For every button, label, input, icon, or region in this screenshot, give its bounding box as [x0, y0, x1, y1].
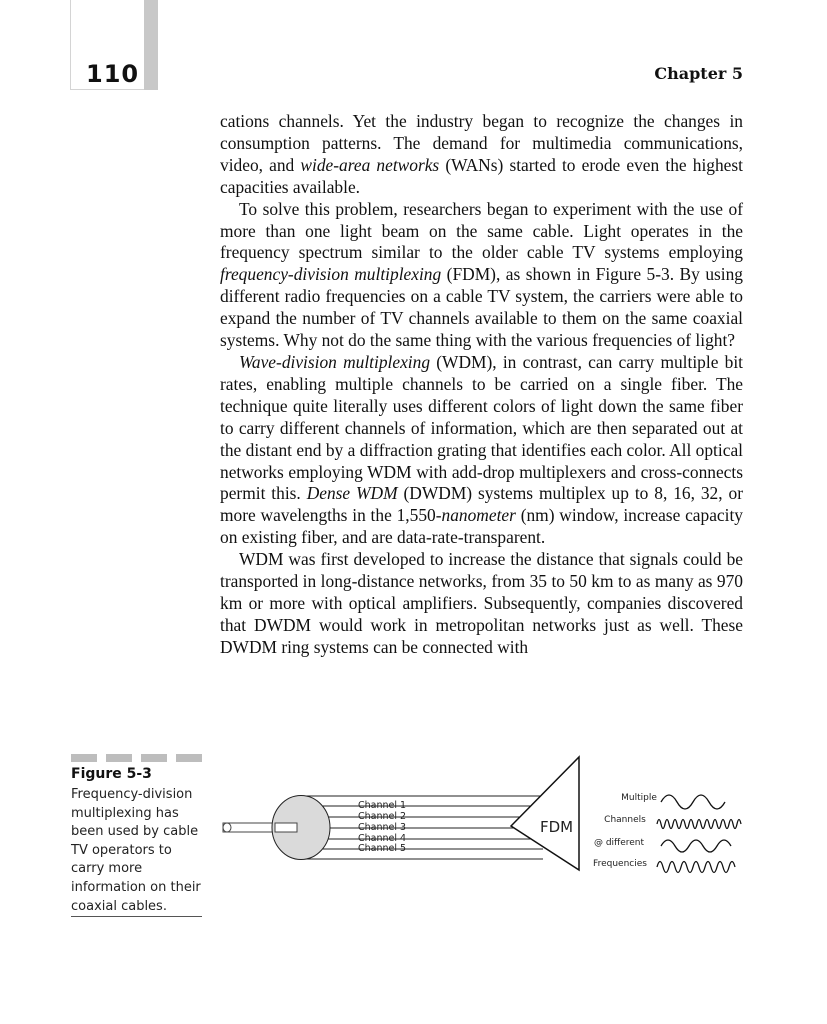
italic-term: Dense WDM — [306, 483, 398, 504]
chapter-heading: Chapter 5 — [654, 64, 743, 83]
text-run: To solve this problem, researchers began to experiment with the use of more than one light beam on the same cable. Light operates in the frequency spectrum similar to the older cable TV systems employing — [220, 198, 743, 263]
wave-mid-freq — [661, 840, 731, 852]
channel-label: Channel 3 — [358, 822, 407, 833]
wave-low-freq — [661, 795, 725, 809]
wave-medium-high-freq — [657, 862, 735, 873]
italic-term: nanometer — [441, 505, 516, 526]
paragraph — [220, 199, 743, 352]
text-run: (nm) window, increase capacity on existing fiber, and are data-rate-transparent. — [220, 505, 744, 548]
channel-label: Channel 1 — [358, 800, 407, 811]
fdm-label: FDM — [540, 818, 574, 836]
caption-dash-rule — [71, 754, 202, 762]
text-run: WDM was first developed to increase the distance that signals could be transported in long-distance networks, from 35 to 50 km to as many as 970 km or more with optical amplifiers. Subsequently, companies discovered that DWDM would work in metropolitan networks just as well. These DWDM ring systems can be connected with — [220, 549, 743, 657]
fdm-diagram — [215, 752, 745, 882]
channel-label: Channel 5 — [358, 843, 407, 854]
body-text — [220, 111, 743, 659]
text-run: (FDM), as shown in Figure 5-3. By using different radio frequencies on a cable TV system, the carriers were able to expand the number of TV channels available to them on the same coaxial systems. Why not do the same thing with the various frequencies of light? — [220, 264, 744, 351]
right-label-frequencies: Frequencies — [593, 859, 647, 869]
channel-label: Channel 2 — [358, 811, 407, 822]
channel-label: Channel 4 — [358, 833, 407, 844]
text-run: (WDM), in contrast, can carry multiple bit rates, enabling multiple channels to be carried on a single fiber. The technique quite literally uses different colors of light down the same fiber to carry different channels of information, which are then separated out at the distant end by a diffraction grating that identifies each color. All optical networks employing WDM with add-drop multiplexers and cross-connects permit this. — [220, 351, 743, 504]
paragraph — [220, 111, 743, 199]
fiber-end — [223, 823, 231, 832]
text-run: cations channels. Yet the industry began to recognize the changes in consumption patterns. The demand for multimedia communications, video, and — [220, 111, 743, 175]
italic-term: Wave-division multiplexing — [239, 351, 431, 372]
caption-underline — [71, 916, 202, 917]
italic-term: frequency-division multiplexing — [220, 264, 442, 285]
figure-caption: Frequency-division multiplexing has been used by cable TV operators to carry more information on their coaxial cables. — [71, 787, 201, 914]
page-number-bar — [144, 0, 158, 90]
text-run: (DWDM) systems multiplex up to 8, 16, 32, or more wavelengths in the 1,550- — [220, 483, 743, 526]
fiber-entry — [275, 823, 297, 832]
page-number: 110 — [86, 60, 140, 88]
paragraph — [220, 352, 743, 549]
right-label-different: @ different — [593, 838, 645, 848]
right-label-channels: Channels — [604, 815, 646, 825]
fdm-multiplexer — [511, 757, 579, 870]
paragraph — [220, 549, 743, 659]
wave-group — [657, 795, 741, 873]
wave-high-freq — [657, 820, 741, 829]
figure-title: Figure 5-3 — [71, 766, 152, 782]
italic-term: wide-area networks — [300, 154, 440, 175]
text-run: (WANs) started to erode even the highest capacities available. — [220, 154, 743, 197]
right-label-multiple: Multiple — [621, 793, 657, 803]
